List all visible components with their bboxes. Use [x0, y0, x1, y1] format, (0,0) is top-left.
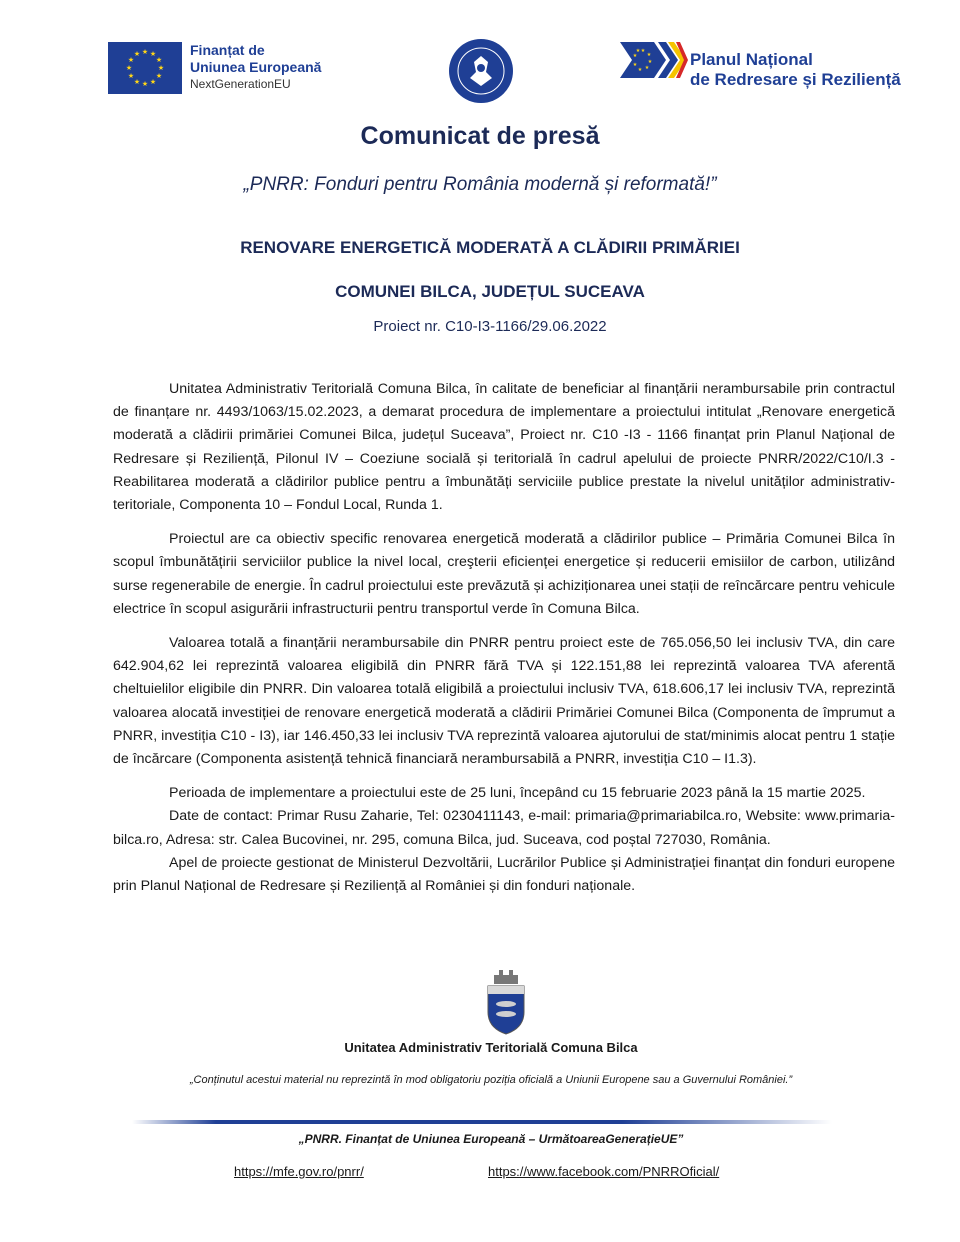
svg-text:★: ★ — [125, 64, 133, 72]
eu-funded-line3: NextGenerationEU — [190, 77, 291, 91]
svg-text:★: ★ — [127, 72, 135, 80]
paragraph-call: Apel de proiecte gestionat de Ministerul Dezvoltării, Lucrărilor Publice și Administrației finanțat din fonduri europene prin Planul Național de Redresare și Reziliență al României și din fonduri naționale. — [113, 854, 895, 895]
paragraph-objective: Proiectul are ca obiectiv specific renovarea energetică moderată a clădirilor publice – Primăria Comunei Bilca în scopul îmbunătățirii serviciilor publice la nivel local, creşterii eficienței energetice și reducerii emisiilor de carbon, utilizând surse regenerabile de energie. În cadrul proiectului este prevăzută și achiziționarea unei stații de reîncărcare pentru vehicule electrice în scopul asigurării infrastructurii pentru transportul verde în Comuna Bilca. — [113, 531, 895, 617]
project-title-line1: RENOVARE ENERGETICĂ MODERATĂ A CLĂDIRII PRIMĂRIEI — [240, 238, 740, 257]
svg-text:★: ★ — [149, 50, 157, 58]
mfe-pnrr-link[interactable]: https://mfe.gov.ro/pnrr/ — [234, 1164, 364, 1179]
footer-divider — [132, 1120, 832, 1124]
svg-text:★: ★ — [155, 56, 163, 64]
svg-text:★: ★ — [646, 52, 652, 58]
svg-text:★: ★ — [632, 62, 638, 68]
svg-text:★: ★ — [141, 48, 149, 56]
press-release-body — [113, 378, 895, 898]
eu-disclaimer: „Conținutul acestui material nu reprezintă în mod obligatoriu poziția oficială a Uniunii Europene sau a Guvernului României.” — [189, 1074, 793, 1086]
project-title-line2: COMUNEI BILCA, JUDEȚUL SUCEAVA — [335, 282, 645, 301]
svg-text:★: ★ — [637, 67, 643, 73]
svg-text:★: ★ — [149, 78, 157, 86]
commune-crest-icon — [482, 968, 530, 1036]
svg-text:★: ★ — [640, 48, 646, 54]
government-seal-icon — [448, 38, 514, 104]
pnrr-arrow-icon — [620, 42, 688, 78]
svg-text:★: ★ — [133, 50, 141, 58]
project-number: Proiect nr. C10-I3-1166/29.06.2022 — [373, 318, 607, 335]
svg-text:★: ★ — [644, 65, 650, 71]
eu-flag-icon — [108, 42, 182, 94]
svg-text:★: ★ — [157, 64, 165, 72]
footer-slogan: „PNRR. Finanțat de Uniunea Europeană – UrmătoareaGenerațieUE” — [298, 1132, 684, 1146]
svg-text:★: ★ — [127, 56, 135, 64]
eu-funded-line2: Uniunea Europeană — [190, 59, 322, 75]
pnrr-line2: de Redresare și Reziliență — [690, 70, 901, 89]
svg-text:★: ★ — [647, 59, 653, 65]
paragraph-contact: Date de contact: Primar Rusu Zaharie, Tel: 0230411143, e-mail: primaria@primariabilca.ro, Website: www.primaria-bilca.ro, Adresa: str. Calea Bucovinei, nr. 295, comuna Bilca, jud. Suceava, cod poștal 727030, România. — [113, 808, 895, 848]
svg-text:★: ★ — [632, 53, 638, 59]
paragraph-intro: Unitatea Administrativ Teritorială Comuna Bilca, în calitate de beneficiar al finanțării nerambursabile prin contractul de finanțare nr. 4493/1063/15.02.2023, a demarat procedura de implementare a proiectului intitulat „Renovare energetică moderată a clădirii primăriei Comunei Bilca, județul Suceava”, Proiect nr. C10 -I3 - 1166 finanțat prin Planul Național de Redresare și Reziliență, Pilonul IV – Coeziune socială și teritorială în cadrul apelului de proiecte PNRR/2022/C10/I.3 - Reabilitarea moderată a clădirilor publice pentru a îmbunătăți serviciile publice prestate la nivelul unităților administrativ-teritoriale, Componenta 10 – Fondul Local, Runda 1. — [113, 381, 895, 514]
svg-text:★: ★ — [133, 78, 141, 86]
svg-text:★: ★ — [635, 48, 641, 54]
paragraph-period: Perioada de implementare a proiectului este de 25 luni, începând cu 15 februarie 2023 până la 15 martie 2025. — [169, 785, 866, 802]
eu-funded-line1: Finanțat de — [190, 42, 265, 58]
svg-text:★: ★ — [155, 72, 163, 80]
paragraph-financing: Valoarea totală a finanțării nerambursabile din PNRR pentru proiect este de 765.056,50 lei inclusiv TVA, din care 642.904,62 lei reprezintă valoarea eligibilă din PNRR fără TVA și 122.151,88 lei reprezintă valoarea TVA aferentă cheltuielilor eligibile din PNRR. Din valoarea totală eligibilă a proiectului inclusiv TVA, 618.606,17 lei inclusiv TVA, reprezintă valoarea alocată investiției de renovare energetică moderată a clădirii Primăriei Comunei Bilca (Componenta de împrumut a PNRR, investiția C10 - I3), iar 146.450,33 lei inclusiv TVA reprezintă valoarea ajutorului de stat/minimis alocat pentru 1 stație de încărcare (Componenta asistență tehnică financiară nerambursabilă a PNRR, investiția C10 – I1.3). — [113, 635, 895, 768]
facebook-pnrr-link[interactable]: https://www.facebook.com/PNRROficial/ — [488, 1164, 720, 1179]
pnrr-line1: Planul Național — [690, 50, 813, 69]
page-subtitle: „PNRR: Fonduri pentru România modernă și reformată!” — [243, 174, 717, 195]
page-title: Comunicat de presă — [360, 122, 600, 150]
header-logos — [0, 38, 960, 108]
uat-name: Unitatea Administrativ Teritorială Comuna Bilca — [344, 1040, 638, 1055]
svg-text:★: ★ — [141, 80, 149, 88]
